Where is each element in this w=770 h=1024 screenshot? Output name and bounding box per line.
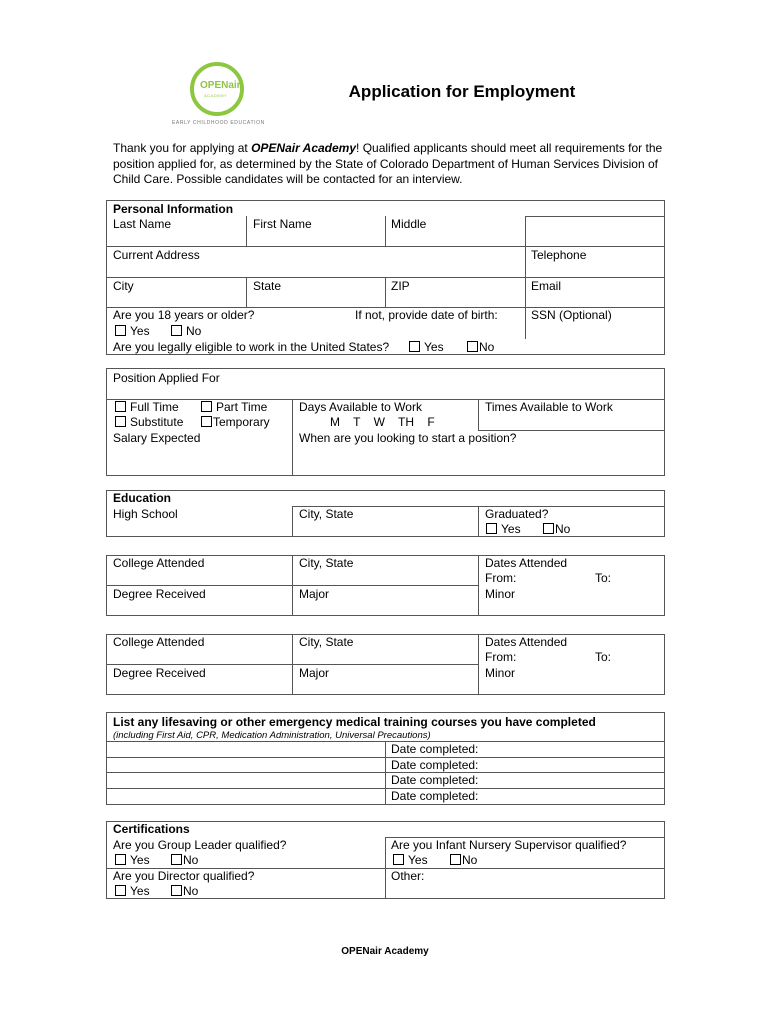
college-1-from-field[interactable]: From:	[485, 571, 517, 585]
part-time-option[interactable]: Part Time	[201, 400, 267, 414]
college-2-field[interactable]: College Attended	[113, 635, 205, 649]
college-1-minor-field[interactable]: Minor	[485, 587, 516, 601]
college-2-dates-label: Dates Attended	[485, 635, 568, 649]
training-date-2[interactable]: Date completed:	[391, 758, 479, 772]
current-address-field[interactable]: Current Address	[113, 248, 200, 262]
checkbox[interactable]	[201, 416, 212, 427]
director-yes-option[interactable]: Yes	[115, 884, 150, 898]
academy-logo: OPENair ACADEMY	[190, 62, 244, 116]
college-2-from-field[interactable]: From:	[485, 650, 517, 664]
middle-name-field[interactable]: Middle	[391, 217, 427, 231]
checkbox[interactable]	[171, 885, 182, 896]
college-1-major-field[interactable]: Major	[299, 587, 330, 601]
checkbox[interactable]	[201, 401, 212, 412]
college-1-city-state-field[interactable]: City, State	[299, 556, 354, 570]
training-date-3[interactable]: Date completed:	[391, 773, 479, 787]
days-options[interactable]: M T W TH F	[330, 415, 435, 429]
college-1-dates-label: Dates Attended	[485, 556, 568, 570]
full-time-option[interactable]: Full Time	[115, 400, 179, 414]
footer-academy-name: OPENair Academy	[341, 946, 429, 957]
temporary-option[interactable]: Temporary	[201, 415, 270, 429]
education-section	[106, 490, 665, 537]
checkbox[interactable]	[393, 854, 404, 865]
age-yes-option[interactable]: Yes	[115, 324, 150, 338]
checkbox[interactable]	[543, 523, 554, 534]
eligible-no-option[interactable]: No	[467, 340, 494, 354]
logo-subtitle: EARLY CHILDHOOD EDUCATION	[172, 120, 265, 126]
checkbox[interactable]	[486, 523, 497, 534]
position-heading[interactable]: Position Applied For	[113, 371, 220, 385]
college-1-field[interactable]: College Attended	[113, 556, 205, 570]
group-leader-yes-option[interactable]: Yes	[115, 853, 150, 867]
academy-name: OPENair Academy	[251, 141, 357, 155]
checkbox[interactable]	[115, 854, 126, 865]
telephone-field[interactable]: Telephone	[531, 248, 587, 262]
eligible-question: Are you legally eligible to work in the United States?	[113, 340, 390, 354]
infant-supervisor-no-option[interactable]: No	[450, 853, 477, 867]
graduated-no-option[interactable]: No	[543, 522, 570, 536]
start-question-field[interactable]: When are you looking to start a position?	[299, 431, 517, 445]
ssn-field[interactable]: SSN (Optional)	[531, 308, 612, 322]
group-leader-no-option[interactable]: No	[171, 853, 198, 867]
substitute-option[interactable]: Substitute	[115, 415, 183, 429]
email-field[interactable]: Email	[531, 279, 562, 293]
college-2-minor-field[interactable]: Minor	[485, 666, 516, 680]
checkbox[interactable]	[467, 341, 478, 352]
training-heading: List any lifesaving or other emergency medical training courses you have completed	[113, 715, 596, 729]
zip-field[interactable]: ZIP	[391, 279, 410, 293]
eligible-yes-option[interactable]: Yes	[409, 340, 444, 354]
checkbox[interactable]	[115, 325, 126, 336]
checkbox[interactable]	[171, 854, 182, 865]
college-2-major-field[interactable]: Major	[299, 666, 330, 680]
times-available-field[interactable]: Times Available to Work	[485, 400, 613, 414]
checkbox[interactable]	[450, 854, 461, 865]
director-question: Are you Director qualified?	[113, 869, 255, 883]
city-field[interactable]: City	[113, 279, 134, 293]
high-school-field[interactable]: High School	[113, 507, 178, 521]
state-field[interactable]: State	[253, 279, 282, 293]
graduated-yes-option[interactable]: Yes	[486, 522, 521, 536]
college-1-to-field[interactable]: To:	[595, 571, 612, 585]
infant-supervisor-question: Are you Infant Nursery Supervisor qualified?	[391, 838, 627, 852]
first-name-field[interactable]: First Name	[253, 217, 312, 231]
college-2-to-field[interactable]: To:	[595, 650, 612, 664]
salary-field[interactable]: Salary Expected	[113, 431, 201, 445]
education-heading: Education	[113, 491, 172, 505]
group-leader-question: Are you Group Leader qualified?	[113, 838, 287, 852]
college-2-city-state-field[interactable]: City, State	[299, 635, 354, 649]
age-question: Are you 18 years or older?	[113, 308, 255, 322]
training-date-1[interactable]: Date completed:	[391, 742, 479, 756]
other-certification-field[interactable]: Other:	[391, 869, 425, 883]
dob-field[interactable]: If not, provide date of birth:	[355, 308, 498, 322]
checkbox[interactable]	[171, 325, 182, 336]
intro-paragraph: Thank you for applying at OPENair Academy! Qualified applicants should meet all requirements for the position applied for, as determined by the State of Colorado Department of Human Services Division of Child Care. Possible candidates will be contacted for an interview.	[113, 141, 663, 186]
training-note: (including First Aid, CPR, Medication Administration, Universal Precautions)	[113, 730, 431, 741]
checkbox[interactable]	[115, 885, 126, 896]
director-no-option[interactable]: No	[171, 884, 198, 898]
age-no-option[interactable]: No	[171, 324, 201, 338]
days-available-label: Days Available to Work	[299, 400, 422, 414]
last-name-field[interactable]: Last Name	[113, 217, 172, 231]
infant-supervisor-yes-option[interactable]: Yes	[393, 853, 428, 867]
college-2-degree-field[interactable]: Degree Received	[113, 666, 206, 680]
graduated-label: Graduated?	[485, 507, 549, 521]
training-date-4[interactable]: Date completed:	[391, 789, 479, 803]
checkbox[interactable]	[115, 401, 126, 412]
checkbox[interactable]	[115, 416, 126, 427]
personal-info-heading: Personal Information	[113, 202, 234, 216]
college-1-degree-field[interactable]: Degree Received	[113, 587, 206, 601]
certifications-heading: Certifications	[113, 822, 190, 836]
checkbox[interactable]	[409, 341, 420, 352]
high-school-city-state-field[interactable]: City, State	[299, 507, 354, 521]
page-title: Application for Employment	[348, 82, 576, 101]
